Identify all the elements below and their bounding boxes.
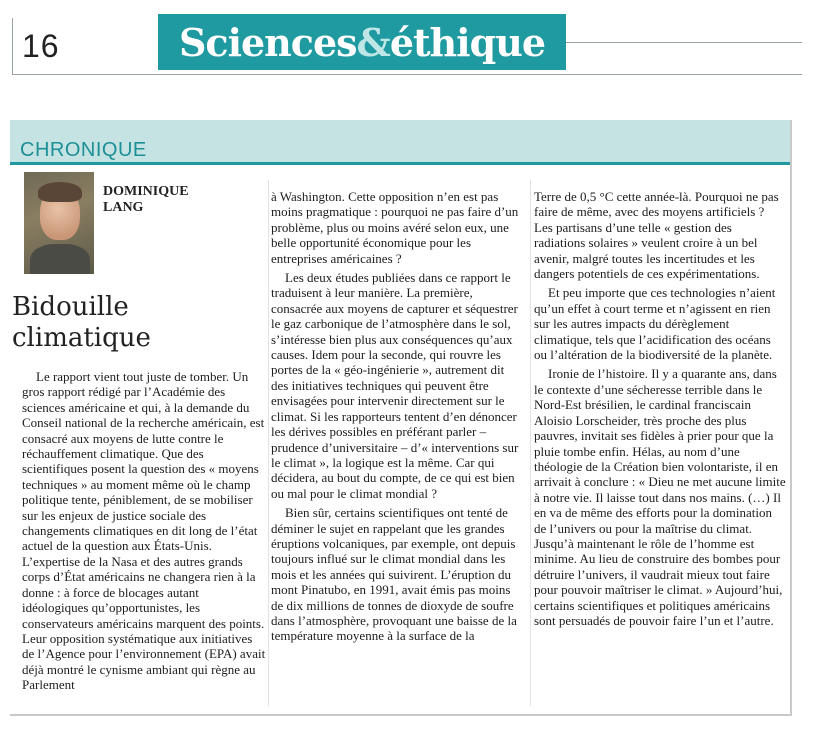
article xyxy=(10,120,792,716)
paragraph: à Washington. Cette opposition n’en est pas moins pragmatique : pourquoi ne pas faire d’un problème, plus ou moins avéré selon eux, une belle opportunité économique pour les entreprises américaines ? xyxy=(271,189,519,266)
section-banner xyxy=(158,14,566,70)
article-title-line1: Bidouille xyxy=(12,292,129,322)
section-title-ampersand: & xyxy=(356,19,390,65)
paragraph: Et peu importe que ces technologies n’aient qu’un effet à court terme et n’agissent en rien sur les autres impacts du dérèglement climatique, tels que l’acidification des océans ou l’altération de la biodiversité de la planète. xyxy=(534,285,776,363)
article-title-line2: climatique xyxy=(12,323,151,353)
header-left-rule xyxy=(12,18,13,74)
header-right-rule xyxy=(566,42,802,43)
section-title-part2: éthique xyxy=(389,19,545,65)
author-photo xyxy=(24,172,94,274)
author-first-name: DOMINIQUE xyxy=(103,184,189,199)
author-last-name: LANG xyxy=(103,200,144,215)
paragraph: Les deux études publiées dans ce rapport le traduisent à leur manière. La première, consacrée aux moyens de capturer et séquestrer le gaz carbonique de l’atmosphère dans le sol, s’intéresse bien plus aux conséquences qu’aux causes. Idem pour la seconde, qui rouvre les portes de la « géo-ingénierie », autrement dit des initiatives techniques qui peuvent être envisagées pour intervenir directement sur le climat. Si les rapporteurs tentent d’en dénoncer les dérives possibles en préférant parler – prudence d’universitaire – d’« interventions sur le climat », la logique est la même. Car qui décidera, au bout du compte, de ce qui est bien ou mal pour le climat mondial ? xyxy=(271,270,519,501)
rubric-underline xyxy=(10,162,790,165)
rubric-bar xyxy=(10,120,790,164)
header-rule xyxy=(12,74,802,75)
paragraph: Le rapport vient tout juste de tomber. Un gros rapport rédigé par l’Académie des sciences américaine et qui, à la demande du Conseil national de la recherche américain, est consacré aux moyens de lutte contre le réchauffement climatique. Que des scientifiques posent la question des « moyens techniques » au moment même où le champ politique tente, péniblement, de se mobiliser sur les enjeux de justice sociale des changements climatiques en dit long de l’état actuel de la question aux États-Unis. L’expertise de la Nasa et des autres grands corps d’État américains ne changera rien à la donne : à force de blocages autant idéologiques qu’opportunistes, les conservateurs américains marquent des points. Leur opposition systématique aux initiatives de l’Agence pour l’environnement (EPA) avait déjà montré le cynisme ambiant qui règne au Parlement xyxy=(22,369,266,693)
author-byline xyxy=(103,184,263,216)
section-title xyxy=(179,20,545,65)
article-column-1 xyxy=(22,369,267,693)
article-title xyxy=(12,292,267,354)
section-title-part1: Sciences xyxy=(178,19,357,65)
paragraph: Ironie de l’histoire. Il y a quarante ans, dans le contexte d’une sécheresse terrible dans le Nord-Est brésilien, le cardinal franciscain Aloisio Lorscheider, très proche des plus pauvres, invitait ses fidèles à prier pour que la pluie tombe enfin. Hélas, au nom d’une théologie de la Création bien volontariste, il en arrivait à conclure : « Dieu ne met aucune limite à notre vie. Il laisse tout dans nos mains. (…) Il en va de même des efforts pour la domination de l’univers ou pour la maîtrise du climat. Jusqu’à maintenant le rôle de l’homme est minime. Au lieu de construire des bombes pour détruire l’univers, il vaudrait mieux tout faire pour pouvoir maîtriser le climat. » Aujourd’hui, certains scientifiques et politiques américains sont persuadés de pouvoir faire l’un et l’autre. xyxy=(534,366,786,628)
paragraph: Bien sûr, certains scientifiques ont tenté de déminer le sujet en rappelant que les grandes éruptions volcaniques, par exemple, ont depuis toujours influé sur le climat mondial dans les mois et les années qui suivirent. L’éruption du mont Pinatubo, en 1991, avait émis pas moins de dix millions de tonnes de dioxyde de soufre dans l’atmosphère, provoquant une baisse de la température moyenne à la surface de la xyxy=(271,505,517,644)
column-divider xyxy=(268,180,269,706)
article-column-3 xyxy=(534,189,786,628)
article-column-2 xyxy=(271,189,521,644)
author-photo-shirt xyxy=(30,244,90,274)
author-photo-hair xyxy=(38,182,82,202)
column-divider xyxy=(530,180,531,706)
page-number: 16 xyxy=(22,28,60,64)
rubric-label: CHRONIQUE xyxy=(20,139,147,161)
paragraph: Terre de 0,5 °C cette année-là. Pourquoi ne pas faire de même, avec des moyens artificiels ? Les partisans d’une telle « gestion des radiations solaires » veulent croire à un bel avenir, malgré toutes les incertitudes et les dangers potentiels de ces expérimentations. xyxy=(534,189,779,282)
